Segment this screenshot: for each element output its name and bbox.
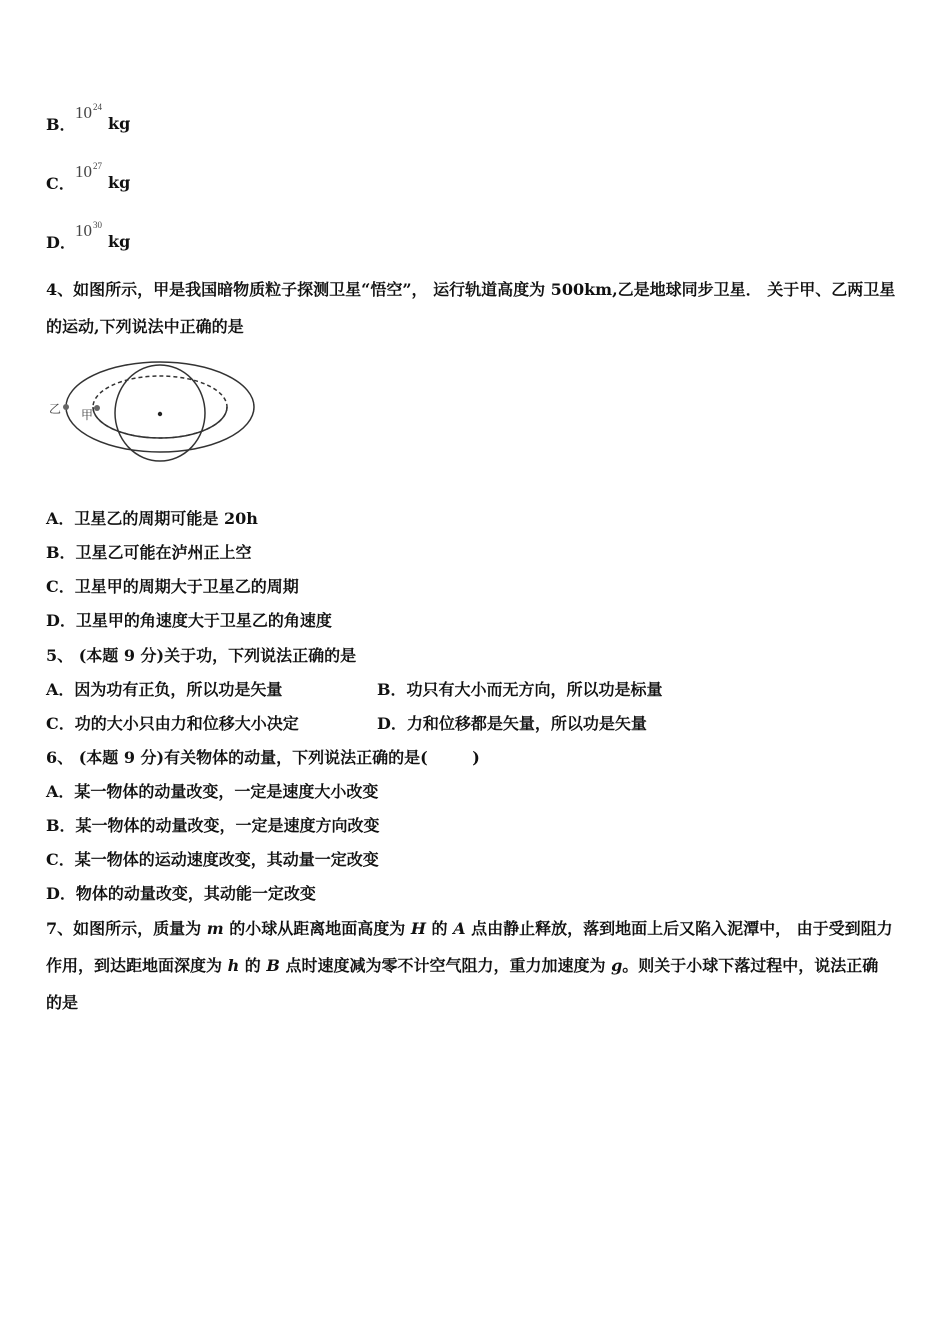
orbit-diagram xyxy=(46,356,261,468)
document-page: B． $10^{24}$ kg C． $10^{27}$ kg D． $10^{30}$ kg 4、如图所示，甲是我国暗物质粒子探测卫星“悟空”， 运行轨道高度为 500km,乙是地球同步卫星． 关于甲、乙两卫星 的运动,下列说法中正确的是 乙 甲 A．卫星乙的周期可能是 20h B．卫星乙可能在泸州正上空 C．卫星甲的周期大于卫星乙的周期 D．卫星甲的角速度大于卫星乙的角速度 5、 (本题 9 分)关于功，下列说法正确的是 A．因为功有正负，所以功是矢量 B．功只有大小而无方向，所以功是标量 C．功的大小只由力和位移大小决定 D．力和位移都是矢量，所以功是矢量 6、 (本题 9 分)有关物体的动量，下列说法正确的是( ) A．某一物体的动量改变，一定是速度大小改变 B．某一物体的动量改变，一定是速度方向改变 C．某一物体的运动速度改变，其动量一定改变 D．物体的动量改变，其动能一定改变 7、如图所示，质量为 m 的小球从距离地面高度为 H 的 A 点由静止释放，落到地面上后又陷入泥潭中， 由于受到阻力 作用，到达距地面深度为 h 的 B 点时速度减为零不计空气阻力，重力加速度为 g。则关于小球下落过程中，说法正确 的是 xyxy=(46,102,896,1012)
q7-stem-line-2: 作用，到达距地面深度为 h 的 B 点时速度减为零不计空气阻力，重力加速度为 g。则关于小球下落过程中，说法正确 xyxy=(46,956,879,975)
q5-stem: 5、 (本题 9 分)关于功，下列说法正确的是 xyxy=(46,646,357,665)
label-yi: 乙 xyxy=(49,402,62,416)
power-expression: $10^{27}$ xyxy=(75,161,102,181)
q6-option-a: A．某一物体的动量改变，一定是速度大小改变 xyxy=(46,782,379,801)
label-jia: 甲 xyxy=(81,408,94,422)
q6-option-b: B．某一物体的动量改变，一定是速度方向改变 xyxy=(46,816,380,835)
earth-center-dot xyxy=(158,412,162,416)
power-expression: $10^{30}$ xyxy=(75,220,102,240)
q4-option-a: A．卫星乙的周期可能是 20h xyxy=(46,509,258,528)
power-expression: $10^{24}$ xyxy=(75,102,102,122)
satellite-yi-dot xyxy=(63,404,69,410)
q4-stem-line-1: 4、如图所示，甲是我国暗物质粒子探测卫星“悟空”， 运行轨道高度为 500km,乙是地球同步卫星． 关于甲、乙两卫星 xyxy=(46,280,896,299)
q6-option-c: C．某一物体的运动速度改变，其动量一定改变 xyxy=(46,850,379,869)
q5-option-a: A．因为功有正负，所以功是矢量 xyxy=(46,680,283,699)
q6-stem: 6、 (本题 9 分)有关物体的动量，下列说法正确的是( ) xyxy=(46,748,480,767)
q4-stem-line-2: 的运动,下列说法中正确的是 xyxy=(46,317,244,336)
q7-stem-line-1: 7、如图所示，质量为 m 的小球从距离地面高度为 H 的 A 点由静止释放，落到地面上后又陷入泥潭中， 由于受到阻力 xyxy=(46,919,893,938)
q4-option-d: D．卫星甲的角速度大于卫星乙的角速度 xyxy=(46,611,332,630)
q5-option-d: D．力和位移都是矢量，所以功是矢量 xyxy=(377,714,647,733)
q7-stem-line-3: 的是 xyxy=(46,993,79,1012)
q5-option-c: C．功的大小只由力和位移大小决定 xyxy=(46,714,299,733)
q4-option-c: C．卫星甲的周期大于卫星乙的周期 xyxy=(46,577,299,596)
q4-option-b: B．卫星乙可能在泸州正上空 xyxy=(46,543,252,562)
q6-option-d: D．物体的动量改变，其动能一定改变 xyxy=(46,884,316,903)
inner-orbit-front xyxy=(93,407,227,438)
satellite-jia-dot xyxy=(94,405,100,411)
q5-option-b: B．功只有大小而无方向，所以功是标量 xyxy=(377,680,663,699)
